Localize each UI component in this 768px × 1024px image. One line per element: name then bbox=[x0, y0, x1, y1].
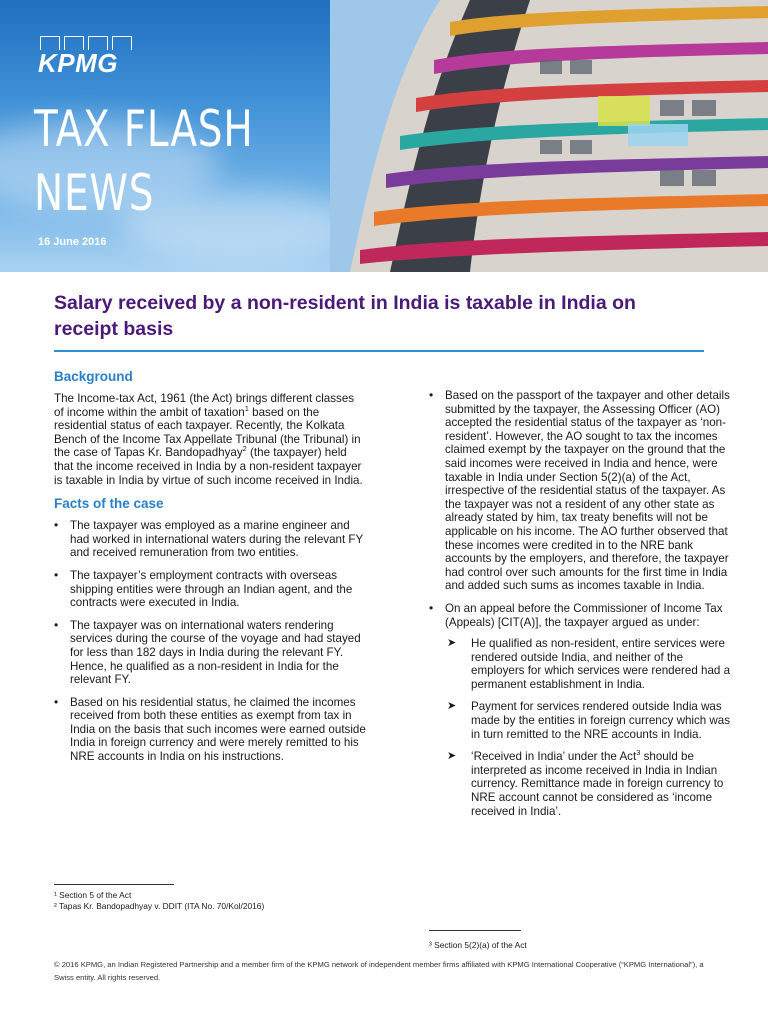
building-photo bbox=[330, 0, 768, 272]
footnote-divider bbox=[54, 884, 174, 885]
background-paragraph bbox=[54, 392, 366, 487]
article-headline: Salary received by a non-resident in India is taxable in India on receipt basis bbox=[54, 292, 636, 340]
footnote-divider bbox=[429, 930, 521, 931]
left-column bbox=[54, 368, 366, 773]
list-item: • Based on the passport of the taxpayer and other details submitted by the taxpayer, the Assessing Officer (AO) accepted the residential status of the taxpayer as ‘non-resident’. However, the AO sought to tax the incomes claimed exempt by the taxpayer on the ground that the said incomes were received in India and hence, were taxable in India under Section 5(2)(a) of the Act, irrespective of the residential status of the taxpayer. As the taxpayer was not a resident of any other state as already stated by him, tax treaty benefits will not be applicable on his income. The AO further observed that these incomes were credited in to the NRE bank accounts by the employers, and therefore, the taxpayer had control over such amounts for the first time in India and added such sums as incomes taxable in India. bbox=[429, 389, 733, 593]
footnote: ² Tapas Kr. Bandopadhyay v. DDIT (ITA No. 70/Kol/2016) bbox=[54, 900, 265, 911]
footnote-ref-3: 3 bbox=[636, 748, 641, 758]
footnote-ref-1: 1 bbox=[244, 403, 249, 413]
list-item: • The taxpayer was employed as a marine engineer and had worked in international waters during the relevant FY and received remuneration from two entities. bbox=[54, 519, 366, 560]
list-item bbox=[429, 602, 733, 818]
banner-title-line2: NEWS bbox=[34, 164, 155, 222]
argument-text: should be interpreted as income received in India in Indian currency. Remittance made in foreign currency to NRE account cannot be considered as ‘income received in India’. bbox=[471, 750, 724, 818]
banner-title-line1: TAX FLASH bbox=[34, 100, 254, 158]
footnotes-right bbox=[429, 940, 733, 951]
background-text: (the taxpayer) held that the income received in India by a non-resident taxpayer is taxable in India by virtue of such income received in India. bbox=[54, 446, 363, 487]
footnote-ref-2: 2 bbox=[242, 444, 247, 454]
section-heading-background: Background bbox=[54, 369, 133, 384]
footnote: ¹ Section 5 of the Act bbox=[54, 890, 132, 900]
cloud-decoration bbox=[120, 190, 360, 260]
section-heading-facts: Facts of the case bbox=[54, 496, 164, 512]
header-banner bbox=[0, 0, 768, 272]
headline-divider bbox=[54, 350, 704, 352]
list-item: • The taxpayer was on international waters rendering services during the course of the voyage and had stayed for less than 182 days in India during the relevant FY. Hence, he qualified as a non-resident in India for the relevant FY. bbox=[54, 619, 366, 687]
footnote: ³ Section 5(2)(a) of the Act bbox=[429, 940, 527, 950]
proceedings-list bbox=[429, 389, 733, 818]
facts-list bbox=[54, 519, 366, 764]
right-column bbox=[429, 389, 733, 827]
argument-item bbox=[445, 750, 733, 818]
argument-item: ➤ He qualified as non-resident, entire services were rendered outside India, and neither of the employers for which services were rendered had a permanent establishment in India. bbox=[445, 637, 733, 691]
issue-date: 16 June 2016 bbox=[38, 236, 107, 248]
argument-text: ‘Received in India’ under the Act bbox=[471, 750, 637, 764]
background-text: The Income-tax Act, 1961 (the Act) brings different classes of income within the ambit of taxation bbox=[54, 392, 355, 419]
background-text: based on the residential status of each taxpayer. Recently, the Kolkata Bench of the Income Tax Appellate Tribunal (the Tribunal) in the case of Tapas Kr. Bandopadhyay bbox=[54, 405, 361, 460]
kpmg-logo: KPMG bbox=[38, 48, 118, 78]
appeal-text: On an appeal before the Commissioner of Income Tax (Appeals) [CIT(A)], the taxpayer argued as under: bbox=[445, 601, 723, 629]
list-item: • The taxpayer’s employment contracts with overseas shipping entities were through an Indian agent, and the contracts were executed in India. bbox=[54, 569, 366, 610]
list-item: • Based on his residential status, he claimed the incomes received from both these entities as exempt from tax in India on the basis that such incomes were earned outside India in foreign currency and were merely remitted to his NRE accounts in India on his instructions. bbox=[54, 696, 366, 764]
arguments-list bbox=[445, 637, 733, 818]
footnotes-left bbox=[54, 890, 366, 911]
copyright-notice: © 2016 KPMG, an Indian Registered Partnership and a member firm of the KPMG network of independent member firms affiliated with KPMG International Cooperative (“KPMG International”), a Swiss entity. All rights reserved. bbox=[54, 960, 704, 982]
argument-item: ➤ Payment for services rendered outside India was made by the entities in foreign currency which was in turn remitted to the NRE accounts in India. bbox=[445, 700, 733, 741]
